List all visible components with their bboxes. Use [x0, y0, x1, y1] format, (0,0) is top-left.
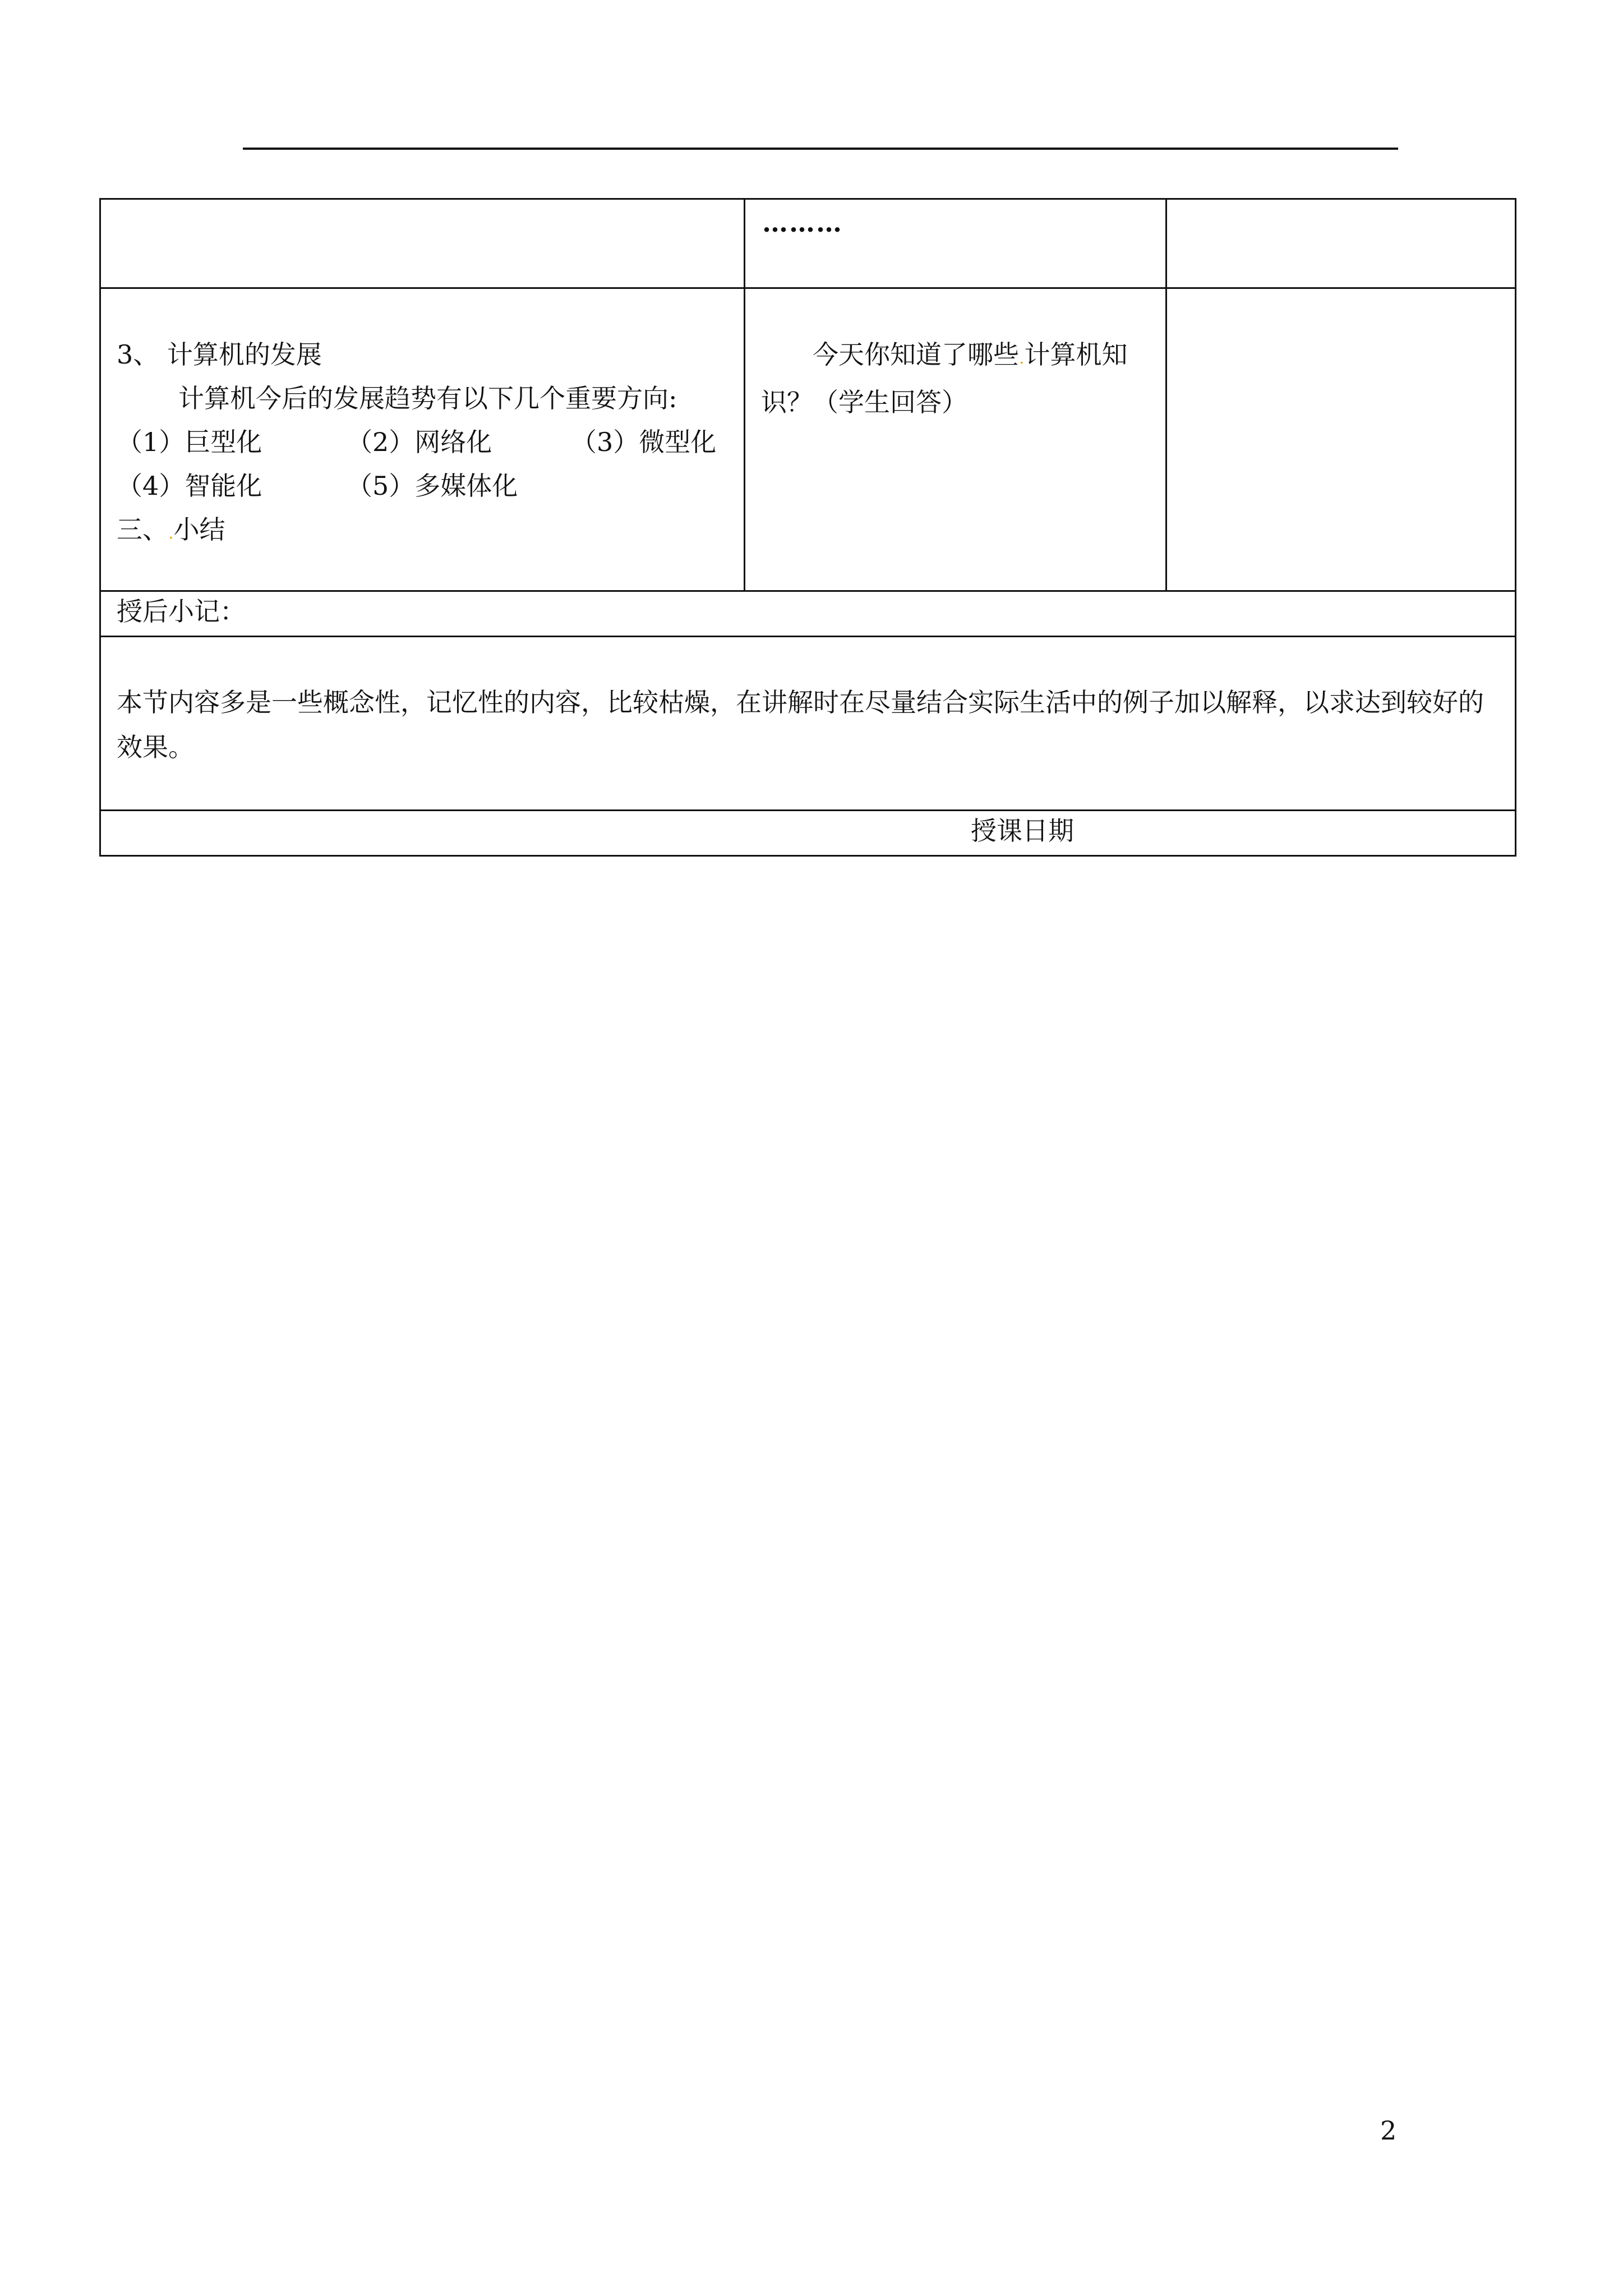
- notes-text: 本节内容多是一些概念性，记忆性的内容，比较枯燥，在讲解时在尽量结合实际生活中的例子加以解释，以求达到较好的效果。: [117, 687, 1484, 762]
- lesson-plan-table: [99, 198, 1516, 857]
- summary-heading-prefix: 三、: [117, 514, 168, 545]
- trend-item: （5）多媒体化: [347, 471, 518, 501]
- table-row: [100, 637, 1516, 811]
- header-rule: [243, 148, 1398, 150]
- trend-item: （4）智能化: [117, 471, 262, 501]
- trend-list-line-1: [117, 420, 732, 464]
- date-cell: [100, 811, 1516, 856]
- content-cell: [100, 288, 745, 591]
- section-heading: 3、 计算机的发展: [117, 339, 322, 370]
- summary-heading: [117, 508, 732, 551]
- table-row: [100, 591, 1516, 637]
- trend-item: （2）网络化: [347, 427, 492, 457]
- trend-intro: 计算机今后的发展趋势有以下几个重要方向:: [178, 383, 677, 413]
- review-question-part1: 今天你知道了哪些: [813, 339, 1019, 370]
- page-number: 2: [1380, 2115, 1397, 2146]
- trend-item: （3）微型化: [571, 427, 717, 457]
- table-row: [100, 199, 1516, 288]
- trend-list-line-2: [117, 464, 732, 508]
- trend-item: （1）巨型化: [117, 427, 262, 457]
- notes-cell-empty: [1166, 288, 1516, 591]
- notes-label: 授后小记：: [117, 596, 246, 627]
- development-section: [117, 333, 732, 551]
- activity-cell: [745, 288, 1166, 591]
- table-row: [100, 811, 1516, 856]
- annotation-dot-icon: .: [168, 523, 174, 543]
- content-cell-empty: [100, 199, 745, 288]
- ellipsis-text: ………: [762, 208, 843, 238]
- activity-cell: [745, 199, 1166, 288]
- notes-label-cell: [100, 591, 1516, 637]
- review-question-part2: 计算机知识？（学生回答）: [761, 339, 1128, 417]
- notes-cell-empty: [1166, 199, 1516, 288]
- date-label: 授课日期: [971, 816, 1074, 846]
- review-question: [761, 333, 1152, 424]
- notes-body-cell: [100, 637, 1516, 811]
- table-row: [100, 288, 1516, 591]
- summary-heading-suffix: 小结: [173, 514, 225, 545]
- annotation-dot-icon: .: [1019, 348, 1025, 368]
